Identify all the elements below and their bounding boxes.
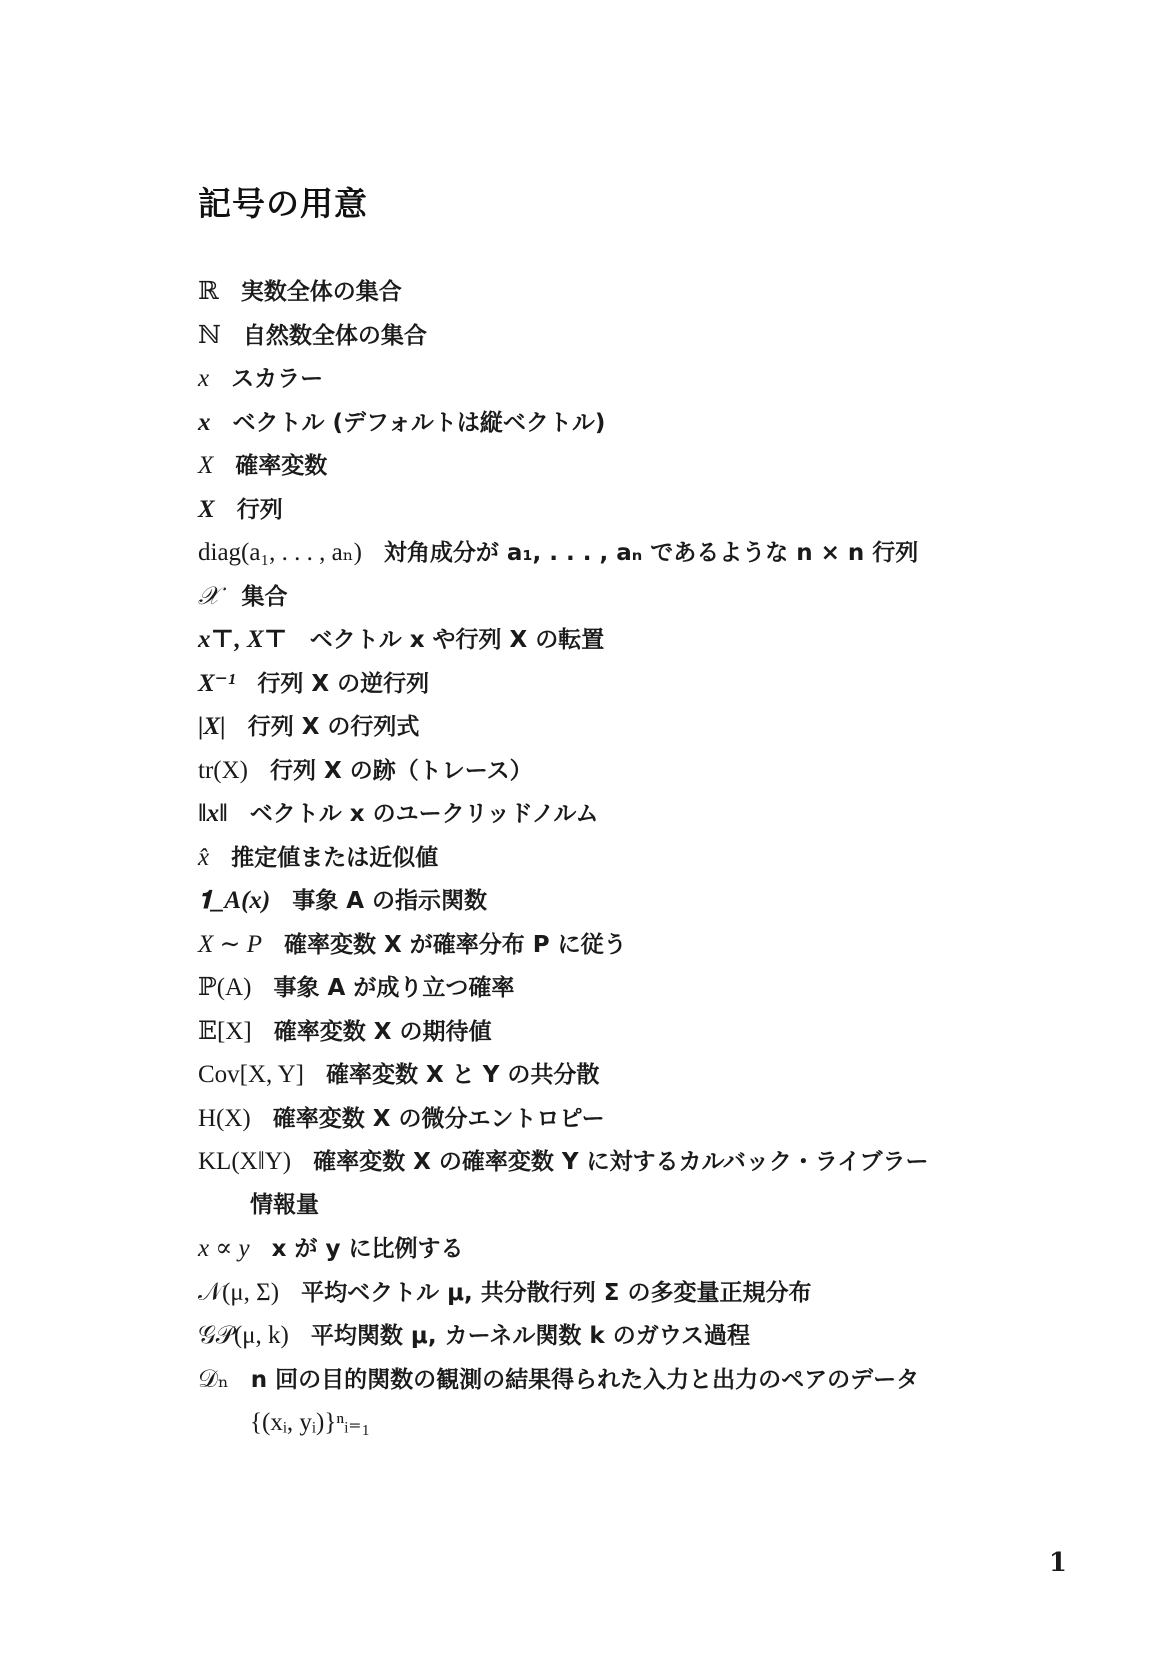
list-item [198, 966, 1078, 1010]
notation-description: 行列 X の行列式 [247, 714, 420, 740]
list-item [198, 749, 1078, 793]
notation-symbol: ‖x‖ [198, 800, 228, 827]
notation-symbol: x [198, 365, 210, 392]
list-item [198, 705, 1078, 749]
notation-description: 確率変数 [235, 453, 328, 479]
notation-symbol: ℝ [198, 278, 219, 305]
notation-symbol: 𝒩(μ, Σ) [198, 1278, 280, 1306]
notation-symbol: x [198, 408, 211, 436]
notation-description: 平均関数 μ, カーネル関数 k のガウス過程 [310, 1323, 751, 1349]
list-item [198, 531, 1078, 575]
notation-description: n 回の目的関数の観測の結果得られた入力と出力のペアのデータ [250, 1366, 920, 1393]
list-item [198, 1271, 1078, 1315]
notation-symbol: X⁻¹ [198, 669, 236, 697]
notation-list [198, 270, 1078, 1445]
notation-description: ベクトル x や行列 X の転置 [309, 627, 605, 653]
notation-symbol: 𝟏_A(x) [198, 887, 271, 914]
notation-symbol: KL(X‖Y) [198, 1148, 292, 1175]
list-item [198, 1314, 1078, 1358]
notation-symbol: X ∼ P [198, 930, 262, 958]
notation-description: 自然数全体の集合 [242, 322, 427, 349]
notation-symbol: 𝒢𝒫(μ, k) [198, 1322, 289, 1349]
notation-description: 確率変数 X が確率分布 P に従う [284, 931, 627, 958]
list-item [198, 488, 1078, 532]
list-item [198, 618, 1078, 662]
list-item [198, 923, 1078, 967]
list-item [198, 1140, 1078, 1184]
notation-description-continuation: 情報量 [250, 1191, 319, 1218]
notation-symbol: 𝒳 [198, 582, 220, 610]
notation-symbol: diag(a₁, . . . , aₙ) [198, 539, 362, 566]
notation-symbol: X [198, 495, 215, 523]
page-title: 記号の用意 [198, 184, 368, 223]
notation-description: ベクトル (デフォルトは縦ベクトル) [232, 409, 606, 436]
list-item [198, 444, 1078, 488]
notation-symbol: tr(X) [198, 756, 248, 784]
notation-description: 推定値または近似値 [231, 844, 439, 871]
list-item [198, 1010, 1078, 1054]
list-item [198, 836, 1078, 880]
page-number: 1 [1048, 1548, 1067, 1578]
list-item [198, 1097, 1078, 1141]
list-item [198, 1053, 1078, 1097]
notation-symbol: H(X) [198, 1104, 251, 1132]
notation-symbol: |X| [198, 713, 226, 740]
notation-description: 確率変数 X の期待値 [273, 1018, 492, 1045]
notation-description: 集合 [241, 583, 288, 610]
list-item [198, 1358, 1078, 1402]
notation-description: 行列 [236, 496, 283, 523]
list-item [198, 1227, 1078, 1271]
list-item [198, 270, 1078, 314]
notation-symbol: x̂ [198, 843, 210, 871]
notation-description: 実数全体の集合 [240, 279, 402, 305]
notation-symbol: x ∝ y [198, 1235, 250, 1262]
notation-description: 確率変数 X の微分エントロピー [272, 1105, 605, 1132]
notation-symbol: ℙ(A) [198, 974, 252, 1001]
notation-description: ベクトル x のユークリッドノルム [249, 801, 599, 827]
notation-symbol: x⊤, X⊤ [198, 626, 288, 653]
notation-symbol: 𝔼[X] [198, 1017, 252, 1045]
notation-symbol: ℕ [198, 321, 221, 349]
notation-symbol: 𝒟ₙ [198, 1365, 229, 1393]
notation-description: 確率変数 X の確率変数 Y に対するカルバック・ライブラー [313, 1149, 929, 1175]
notation-description-continuation: {(xᵢ, yᵢ)}ⁿᵢ₌₁ [250, 1409, 371, 1436]
notation-description: スカラー [231, 366, 324, 392]
notation-description: 平均ベクトル μ, 共分散行列 Σ の多変量正規分布 [301, 1279, 812, 1306]
list-item [198, 792, 1078, 836]
list-item [198, 314, 1078, 358]
notation-description: 行列 X の跡（トレース） [269, 757, 533, 784]
list-item [198, 357, 1078, 401]
notation-description: x が y に比例する [271, 1236, 464, 1262]
list-item [198, 879, 1078, 923]
notation-symbol: Cov[X, Y] [198, 1061, 305, 1088]
list-item [198, 401, 1078, 445]
notation-description: 事象 A が成り立つ確率 [273, 975, 515, 1001]
notation-symbol: X [198, 452, 214, 479]
notation-description: 事象 A の指示関数 [292, 888, 488, 914]
notation-description: 行列 X の逆行列 [257, 670, 430, 697]
list-item [198, 575, 1078, 619]
notation-description: 対角成分が a₁, . . . , aₙ であるような n × n 行列 [383, 540, 919, 566]
notation-description: 確率変数 X と Y の共分散 [326, 1062, 600, 1088]
list-item [198, 662, 1078, 706]
